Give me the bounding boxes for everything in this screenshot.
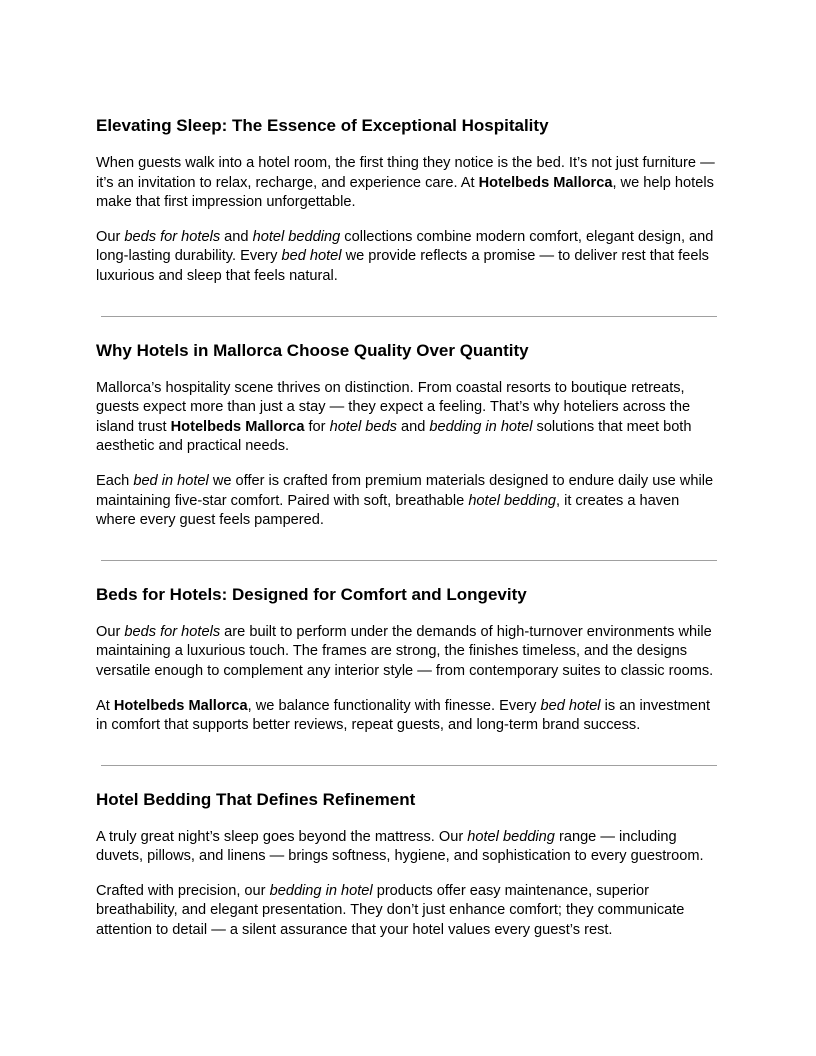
text-run: , it creates a haven where every guest feels pampered. [96, 492, 680, 529]
text-run: for [304, 418, 330, 435]
section-heading: Why Hotels in Mallorca Choose Quality Over Quantity [96, 340, 529, 360]
divider [101, 316, 717, 317]
text-run-italic: hotel bedding [467, 828, 555, 845]
divider [101, 560, 717, 561]
text-run: Crafted with precision, our [96, 882, 270, 899]
section-elevating-sleep [96, 114, 720, 287]
paragraph [96, 379, 720, 457]
text-run-italic: bed hotel [540, 697, 601, 714]
divider [101, 765, 717, 766]
text-run-italic: bedding in hotel [429, 418, 533, 435]
divider-wrap [96, 751, 720, 788]
section-heading: Hotel Bedding That Defines Refinement [96, 789, 416, 809]
text-run: When guests walk into a hotel room, the first thing they notice is the bed. It’s not just furniture — it’s an invitation to relax, recharge, and experience care. At [96, 155, 715, 191]
text-run: range — including duvets, pillows, and linens — brings softness, hygiene, and sophistication to every guestroom. [96, 828, 704, 865]
text-run: Mallorca’s hospitality scene thrives on distinction. From coastal resorts to boutique retreats, guests expect more than just a stay — they expect a feeling. That’s why hoteliers across the island trust [96, 379, 691, 435]
text-run: Our [96, 228, 125, 245]
paragraph [96, 828, 720, 867]
paragraph [96, 228, 720, 287]
text-run: we provide reflects a promise — to deliver rest that feels luxurious and sleep that feels natural. [96, 248, 709, 284]
text-run: , we help hotels make that first impression unforgettable. [96, 174, 714, 211]
text-run: is an investment in comfort that supports better reviews, repeat guests, and long-term brand success. [96, 697, 711, 734]
paragraph [96, 623, 720, 682]
text-run-italic: bedding in hotel [269, 882, 373, 899]
text-run: Each [96, 472, 134, 489]
text-run-bold: Hotelbeds Mallorca [113, 697, 248, 714]
text-run: collections combine modern comfort, elegant design, and long-lasting durability. Every [96, 228, 714, 265]
paragraph [96, 882, 720, 941]
text-run: are built to perform under the demands of high-turnover environments while maintaining a luxurious touch. The frames are strong, the finishes timeless, and the designs versatile enough to complement any interior style — from contemporary suites to classic rooms. [96, 623, 714, 679]
divider-wrap [96, 302, 720, 339]
section-heading: Beds for Hotels: Designed for Comfort and Longevity [96, 584, 527, 604]
section-hotel-bedding [96, 788, 720, 941]
section-beds-for-hotels [96, 583, 720, 736]
paragraph [96, 472, 720, 531]
text-run-italic: bed hotel [281, 248, 342, 265]
text-run: Our [96, 623, 125, 640]
text-run-italic: hotel bedding [252, 228, 341, 245]
text-run-italic: hotel beds [329, 418, 397, 435]
text-run: and [396, 418, 430, 435]
text-run: products offer easy maintenance, superior breathability, and elegant presentation. They don’t just enhance comfort; they communicate attention to detail — a silent assurance that your hotel values every guest’s rest. [96, 882, 685, 939]
divider-wrap [96, 546, 720, 583]
section-heading: Elevating Sleep: The Essence of Exceptional Hospitality [96, 116, 549, 135]
section-why-mallorca [96, 339, 720, 531]
text-run: A truly great night’s sleep goes beyond the mattress. Our [96, 828, 468, 845]
text-run-italic: hotel bedding [468, 492, 556, 509]
text-run: we offer is crafted from premium materials designed to endure daily use while maintaining five-star comfort. Paired with soft, breathable [96, 472, 714, 509]
paragraph [96, 697, 720, 736]
text-run-italic: beds for hotels [124, 228, 221, 245]
text-run-bold: Hotelbeds Mallorca [170, 418, 305, 435]
text-run-bold: Hotelbeds Mallorca [478, 174, 613, 191]
document-page [96, 114, 720, 956]
text-run: , we balance functionality with finesse. Every [247, 697, 541, 714]
paragraph [96, 154, 720, 213]
text-run-italic: beds for hotels [124, 623, 221, 640]
text-run: and [220, 228, 253, 245]
text-run: solutions that meet both aesthetic and practical needs. [96, 418, 692, 455]
text-run: At [96, 697, 114, 714]
text-run-italic: bed in hotel [133, 472, 209, 489]
